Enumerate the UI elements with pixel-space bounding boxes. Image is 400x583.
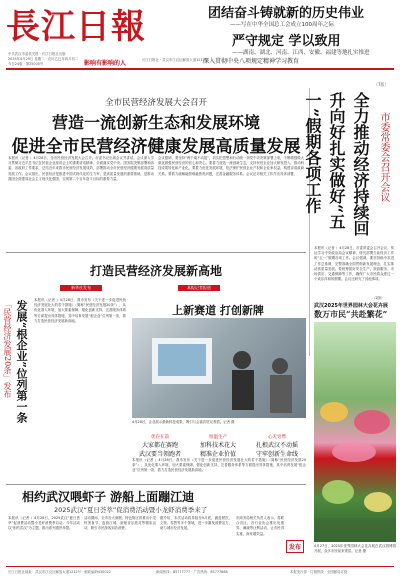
bottom-subheadline: 2025武汉“夏日荟萃”促消费活动暨小龙虾消费季来了 xyxy=(54,506,208,514)
mini-col-3 xyxy=(248,434,306,458)
bottom-body-4: 市商务局相关负责人表示，将联合各区、各行业协会推出优惠券、满减等让利活动，让市民得实惠、商家增效益。 xyxy=(236,516,284,536)
top-page-ref: （7版） xyxy=(374,82,389,87)
middle-left-body: 本报讯（记者 ）4月28日，我市发布《关于进一步促进民营经济发展壮大的若干措施》（简称“民营经济发展20条”），从优化准入环境、加大要素保障、强化创新支持、完善服务体系等方面提出具体措施，其中培育发展“根企业”位列第一条，着力打造民营经济发展新高地。 xyxy=(34,298,126,323)
masthead-meta-1: 中共武汉市委机关报 · 长江日报社出版 xyxy=(8,52,66,56)
top-headline-1-sub: ——写在中华全国总工会成立100周年之际 xyxy=(230,22,334,28)
footer-right: 本报发行部 · 订阅热线 · 全国邮局订阅 xyxy=(290,570,348,574)
top-headline-2-sub2: 深入贯彻中央八项规定精神学习教育 xyxy=(203,58,300,65)
bottom-body-2: 活动期间，全市各大商圈、特色街区将推出小龙虾美食节、夜游江城、游船音乐派对等精彩活动，吸引市民游客到店消费。 xyxy=(84,516,156,531)
middle-rule-top xyxy=(6,252,306,253)
top-headline-2-sub: ——湖南、湖北、河南、江西、安徽、福建等地扎实推进 xyxy=(232,50,370,56)
footer-left: 长江日报社地址：武汉市江汉区解放大道1212号 · 邮政编码430022 xyxy=(8,570,111,574)
masthead-meta-3: 今日24版 · 第25000号 xyxy=(8,62,44,66)
footer-mid: 新闻热线：85777777 · 广告热线：85777888 xyxy=(156,570,228,574)
bottom-rule xyxy=(6,484,306,485)
mini-col-2-tag: 恒温生产 xyxy=(209,435,227,440)
masthead-slogan: 影响有影响的人 xyxy=(84,60,127,67)
flower-expo-photo xyxy=(314,322,396,542)
mini-col-3-line2: 守牢创新生命线 xyxy=(255,451,298,458)
masthead-title: 長江日報 xyxy=(6,7,146,47)
top-headline-1: 团结奋斗铸就新的历史伟业 xyxy=(208,6,365,21)
bottom-body-1: 本报讯（记者 ）4月28日，2025武汉“夏日荟萃”促消费活动暨小龙虾消费季启动。今年活动以“相约武汉”为主题，推出系列惠民举措。 xyxy=(8,516,80,531)
lead-body-left: 本报讯（记者 ）4月28日，全市民营经济发展大会召开。市委书记出席会议并讲话。会议深入学习贯彻习近平总书记在民营企业座谈会上的重要讲话精神，全面落实党中央、国务院决策部署和省委、省政府工作要求，总结近年来我市民营经济发展成效，部署推动全市民营经济健康发展高质量发展工作。会议指出，民营经济是推进中国式现代化的生力军，是高质量发展的重要基础，是推动我国全面建成社会主义现代化强国、实现第二个百年奋斗目标的重要力量。 xyxy=(8,156,154,181)
footer-rule xyxy=(6,566,394,567)
tech-expo-photo xyxy=(132,318,306,418)
right-photo-headline: 数万市民“共赴繁花” xyxy=(314,309,388,319)
middle-left-tag: 新华社发布 xyxy=(60,285,102,291)
lead-headline-1: 营造一流创新生态和发展环境 xyxy=(51,113,260,132)
right-kicker: 市委常委会召开会议 xyxy=(378,112,389,202)
masthead-rule xyxy=(6,68,394,70)
mini-col-2 xyxy=(190,434,246,458)
mini-col-1-tag: 优存在前 xyxy=(151,435,169,440)
mini-col-2-line1: 加科技术花大 xyxy=(199,442,236,449)
mini-col-1-line2: 武汉要当领跑者 xyxy=(138,451,181,458)
right-photo-caption: 武汉2025年世界园林大会花卉展 xyxy=(314,303,388,309)
mini-col-1-line1: 大家都在赛跑 xyxy=(141,442,178,449)
mini-col-2-line2: 精准企业价值 xyxy=(199,451,236,458)
right-photo-body: 4月27日，2025年世界园林大会花卉展在武汉园博园开展，众多市民前来观赏。记者 摄 xyxy=(314,544,396,554)
bottom-body-3: 据介绍，本次活动将持续至9月底，涵盖餐饮、文旅、零售等多个领域，进一步激发消费活力，助力城市经济发展。 xyxy=(160,516,232,531)
middle-left-headline: 发展“根企业”位列第一条 xyxy=(15,300,28,423)
mini-col-1 xyxy=(132,434,188,458)
right-headline: 全力推动经济持续回升向好扎实做好“五一”假期各项工作 xyxy=(303,92,370,236)
lead-body-right: 会议强调，要坚持“两个毫不动摇”，切实把思想和行动统一到党中央决策部署上来，不断增强做大做优做强民营经济的信心和决心。要着力营造一流创新生态，支持民营企业加大研发投入，推动科技成果转化和产业化。要着力优化发展环境，依法保护民营企业产权和企业家权益，构建亲清政商关系。要着力破解融资难融资贵问题，完善金融服务体系。会议还对相关工作作出具体部署。 xyxy=(158,156,304,176)
tech-photo-art xyxy=(132,318,306,418)
middle-right-tag: 本报记者报道 xyxy=(178,285,220,291)
right-body: 本报讯（记者 ）4月28日，市委常委会召开会议，传达学习中央政治局会议精神，研究部署当前经济工作和“五一”假期各项工作。会议强调，要坚持稳中求进工作总基调，完整准确全面贯彻新发展理念，扎实推动高质量发展。要统筹抓好安全生产、旅游服务、市场供应、交通保障等工作，确保广大市民群众度过一个欢乐祥和的假期。会议还研究了其他事项。 xyxy=(314,246,394,282)
middle-extra-body: 本报讯（记者 ）4月28日，我市发布《关于进一步促进民营经济发展壮大的若干措施》（简称“民营经济发展20条”），从优化准入环境、加大要素保障、强化创新支持、完善服务体系等方面提出具体措施，其中培育发展“根企业”位列第一条，着力打造民营经济发展新高地。 xyxy=(132,458,306,473)
middle-photo-headline: 上新赛道 打创新牌 xyxy=(172,304,264,317)
middle-banner: 打造民营经济发展新高地 xyxy=(89,264,222,278)
right-page-ref: （2版） xyxy=(372,296,385,300)
lead-headline-2: 促进全市民营经济健康发展高质量发展 xyxy=(11,137,301,157)
flower-photo-art xyxy=(314,322,396,542)
bottom-stamp: 发布 xyxy=(286,540,304,553)
masthead-contact: 长江日报社 · 武汉市江汉区解放大道1212号 xyxy=(142,58,209,62)
mini-col-3-line1: 扎根武汉不动摇 xyxy=(255,442,298,449)
bottom-headline: 相约武汉喂虾子 游船上面蹦江迪 xyxy=(22,490,195,504)
mini-col-3-tag: 心无旁骛 xyxy=(268,435,286,440)
middle-left-sub: 「民营经济发展20条」发布 xyxy=(3,300,12,399)
middle-photo-caption: 4月28日，企业展示最新科技成果，吸引与会嘉宾驻足观看。记者 摄 xyxy=(132,420,235,424)
top-headline-2: 严守规定 学以致用 xyxy=(232,34,341,49)
masthead-meta-2: 2025年4月29日 星期二 · 农历乙巳年四月初二 xyxy=(8,57,79,61)
lead-kicker: 全市民营经济发展大会召开 xyxy=(104,98,207,108)
